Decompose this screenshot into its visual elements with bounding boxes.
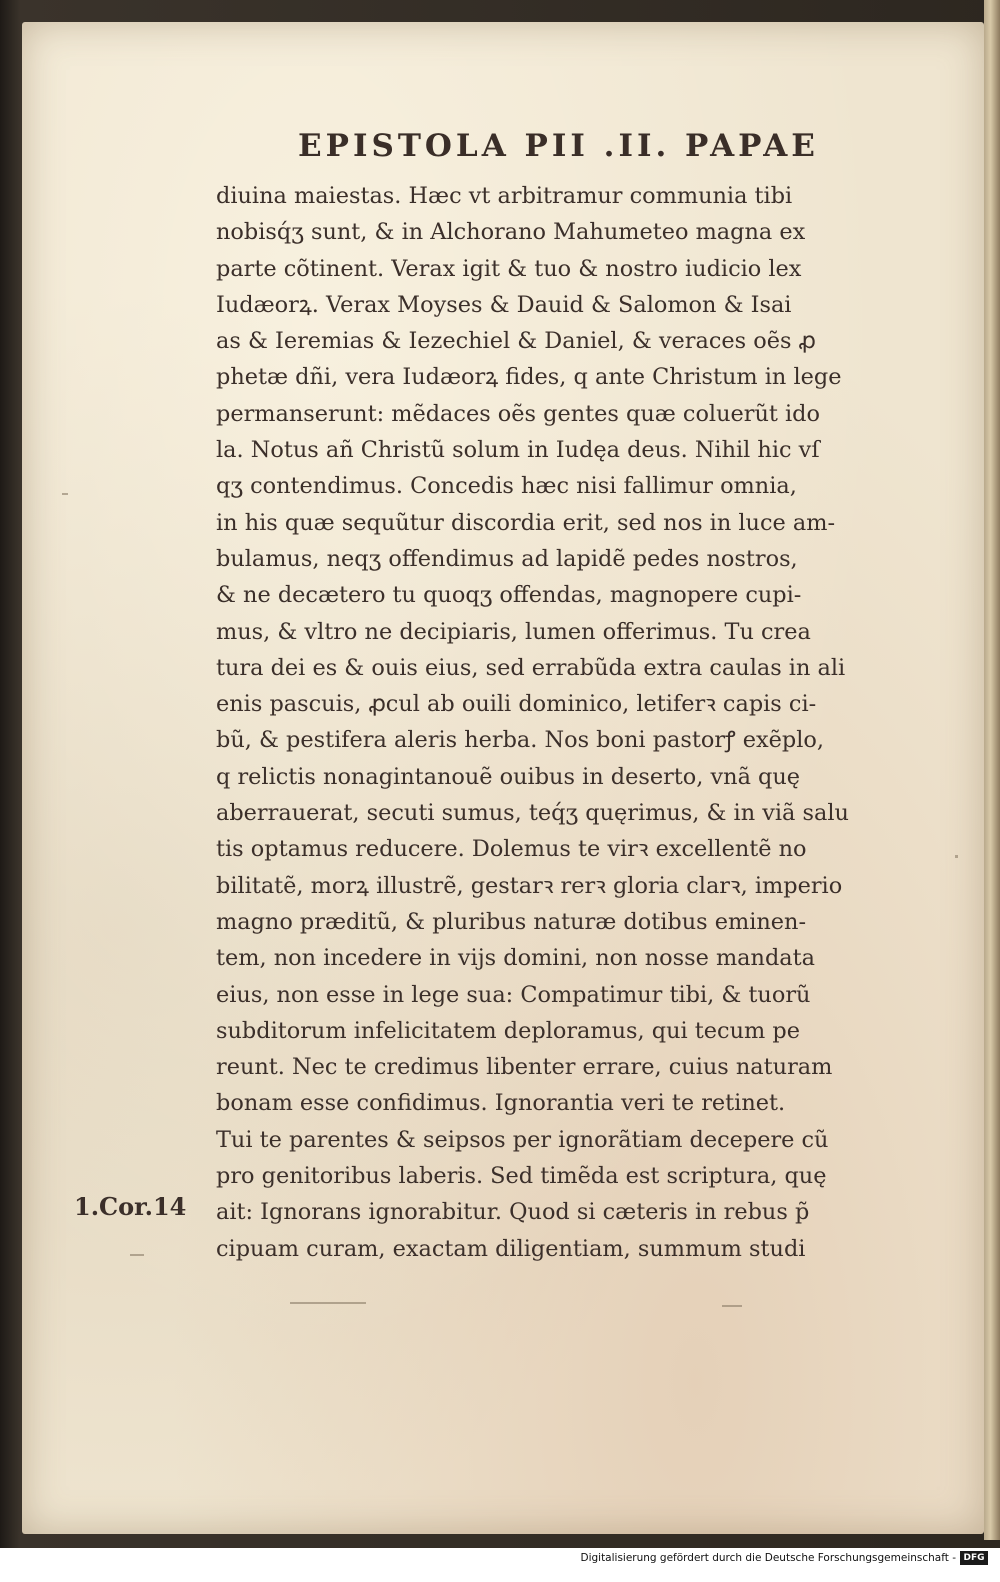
ink-speck xyxy=(130,1254,144,1256)
text-line: phetæ dñi, vera Iudæorꝝ fides, q ante Christum in lege xyxy=(216,364,842,391)
text-line: Tui te parentes & seipsos per ignorãtiam decepere cũ xyxy=(216,1126,829,1153)
text-line: tis optamus reducere. Dolemus te virꝛ excellentẽ no xyxy=(216,836,807,863)
text-line: aberrauerat, secuti sumus, teq́ʒ quęrimus, & in viã salu xyxy=(216,800,849,827)
text-line: & ne decætero tu quoqʒ offendas, magnopere cupi- xyxy=(216,582,802,609)
text-line: ait: Ignorans ignorabitur. Quod si cæteris in rebus p̃ xyxy=(216,1199,810,1226)
text-line: diuina maiestas. Hæc vt arbitramur communia tibi xyxy=(216,183,793,209)
text-line: bulamus, neqʒ offendimus ad lapidẽ pedes nostros, xyxy=(216,545,798,572)
dfg-logo-icon: DFG xyxy=(960,1551,988,1565)
ink-speck xyxy=(722,1305,742,1307)
text-line: cipuam curam, exactam diligentiam, summum studi xyxy=(216,1235,806,1262)
text-line: reunt. Nec te credimus libenter errare, cuius naturam xyxy=(216,1054,833,1081)
ink-speck xyxy=(62,493,68,495)
text-line: tura dei es & ouis eius, sed errabũda extra caulas in ali xyxy=(216,654,846,681)
text-line: Iudæorꝝ. Verax Moyses & Dauid & Salomon & Isai xyxy=(216,291,792,318)
ink-speck xyxy=(290,1302,366,1304)
text-line: subditorum infelicitatem deploramus, qui tecum pe xyxy=(216,1017,800,1044)
main-text-block xyxy=(216,178,918,1267)
running-title: EPISTOLA PII .II. PAPAE xyxy=(298,128,819,164)
text-line: bilitatẽ, morꝝ illustrẽ, gestarꝛ rerꝛ gloria clarꝛ, imperio xyxy=(216,872,843,899)
text-line: pro genitoribus laberis. Sed timẽda est scriptura, quę xyxy=(216,1163,827,1190)
text-line: bonam esse confidimus. Ignorantia veri te retinet. xyxy=(216,1090,786,1117)
text-line: qʒ contendimus. Concedis hæc nisi fallimur omnia, xyxy=(216,473,797,500)
text-line: mus, & vltro ne decipiaris, lumen offerimus. Tu crea xyxy=(216,618,811,645)
text-line: in his quæ sequũtur discordia erit, sed nos in luce am- xyxy=(216,509,836,536)
marginal-note: 1.Cor.14 xyxy=(74,1192,187,1221)
text-line: la. Notus añ Christũ solum in Iudęa deus. Nihil hic vſ xyxy=(216,437,820,464)
text-line: as & Ieremias & Iezechiel & Daniel, & veraces oẽs ꝓ xyxy=(216,328,816,355)
text-line: tem, non incedere in vijs domini, non nosse mandata xyxy=(216,945,815,972)
text-line: permanserunt: mẽdaces oẽs gentes quæ coluerũt ido xyxy=(216,400,820,427)
text-line: enis pascuis, ꝓcul ab ouili dominico, letiferꝛ capis ci- xyxy=(216,691,817,718)
text-line: nobisq́ʒ sunt, & in Alchorano Mahumeteo magna ex xyxy=(216,219,806,246)
book-edge xyxy=(984,0,1000,1540)
ink-speck xyxy=(955,855,958,858)
text-line: parte cõtinent. Verax igit & tuo & nostro iudicio lex xyxy=(216,255,802,282)
text-line: bũ, & pestifera aleris herba. Nos boni pastorꝭ exẽplo, xyxy=(216,727,824,754)
text-line: q relictis nonagintanouẽ ouibus in deserto, vnã quę xyxy=(216,763,801,790)
funding-credit: Digitalisierung gefördert durch die Deutsche Forschungsgemeinschaft - xyxy=(580,1552,956,1564)
text-line: magno præditũ, & pluribus naturæ dotibus eminen- xyxy=(216,908,807,935)
text-line: eius, non esse in lege sua: Compatimur tibi, & tuorũ xyxy=(216,981,811,1008)
